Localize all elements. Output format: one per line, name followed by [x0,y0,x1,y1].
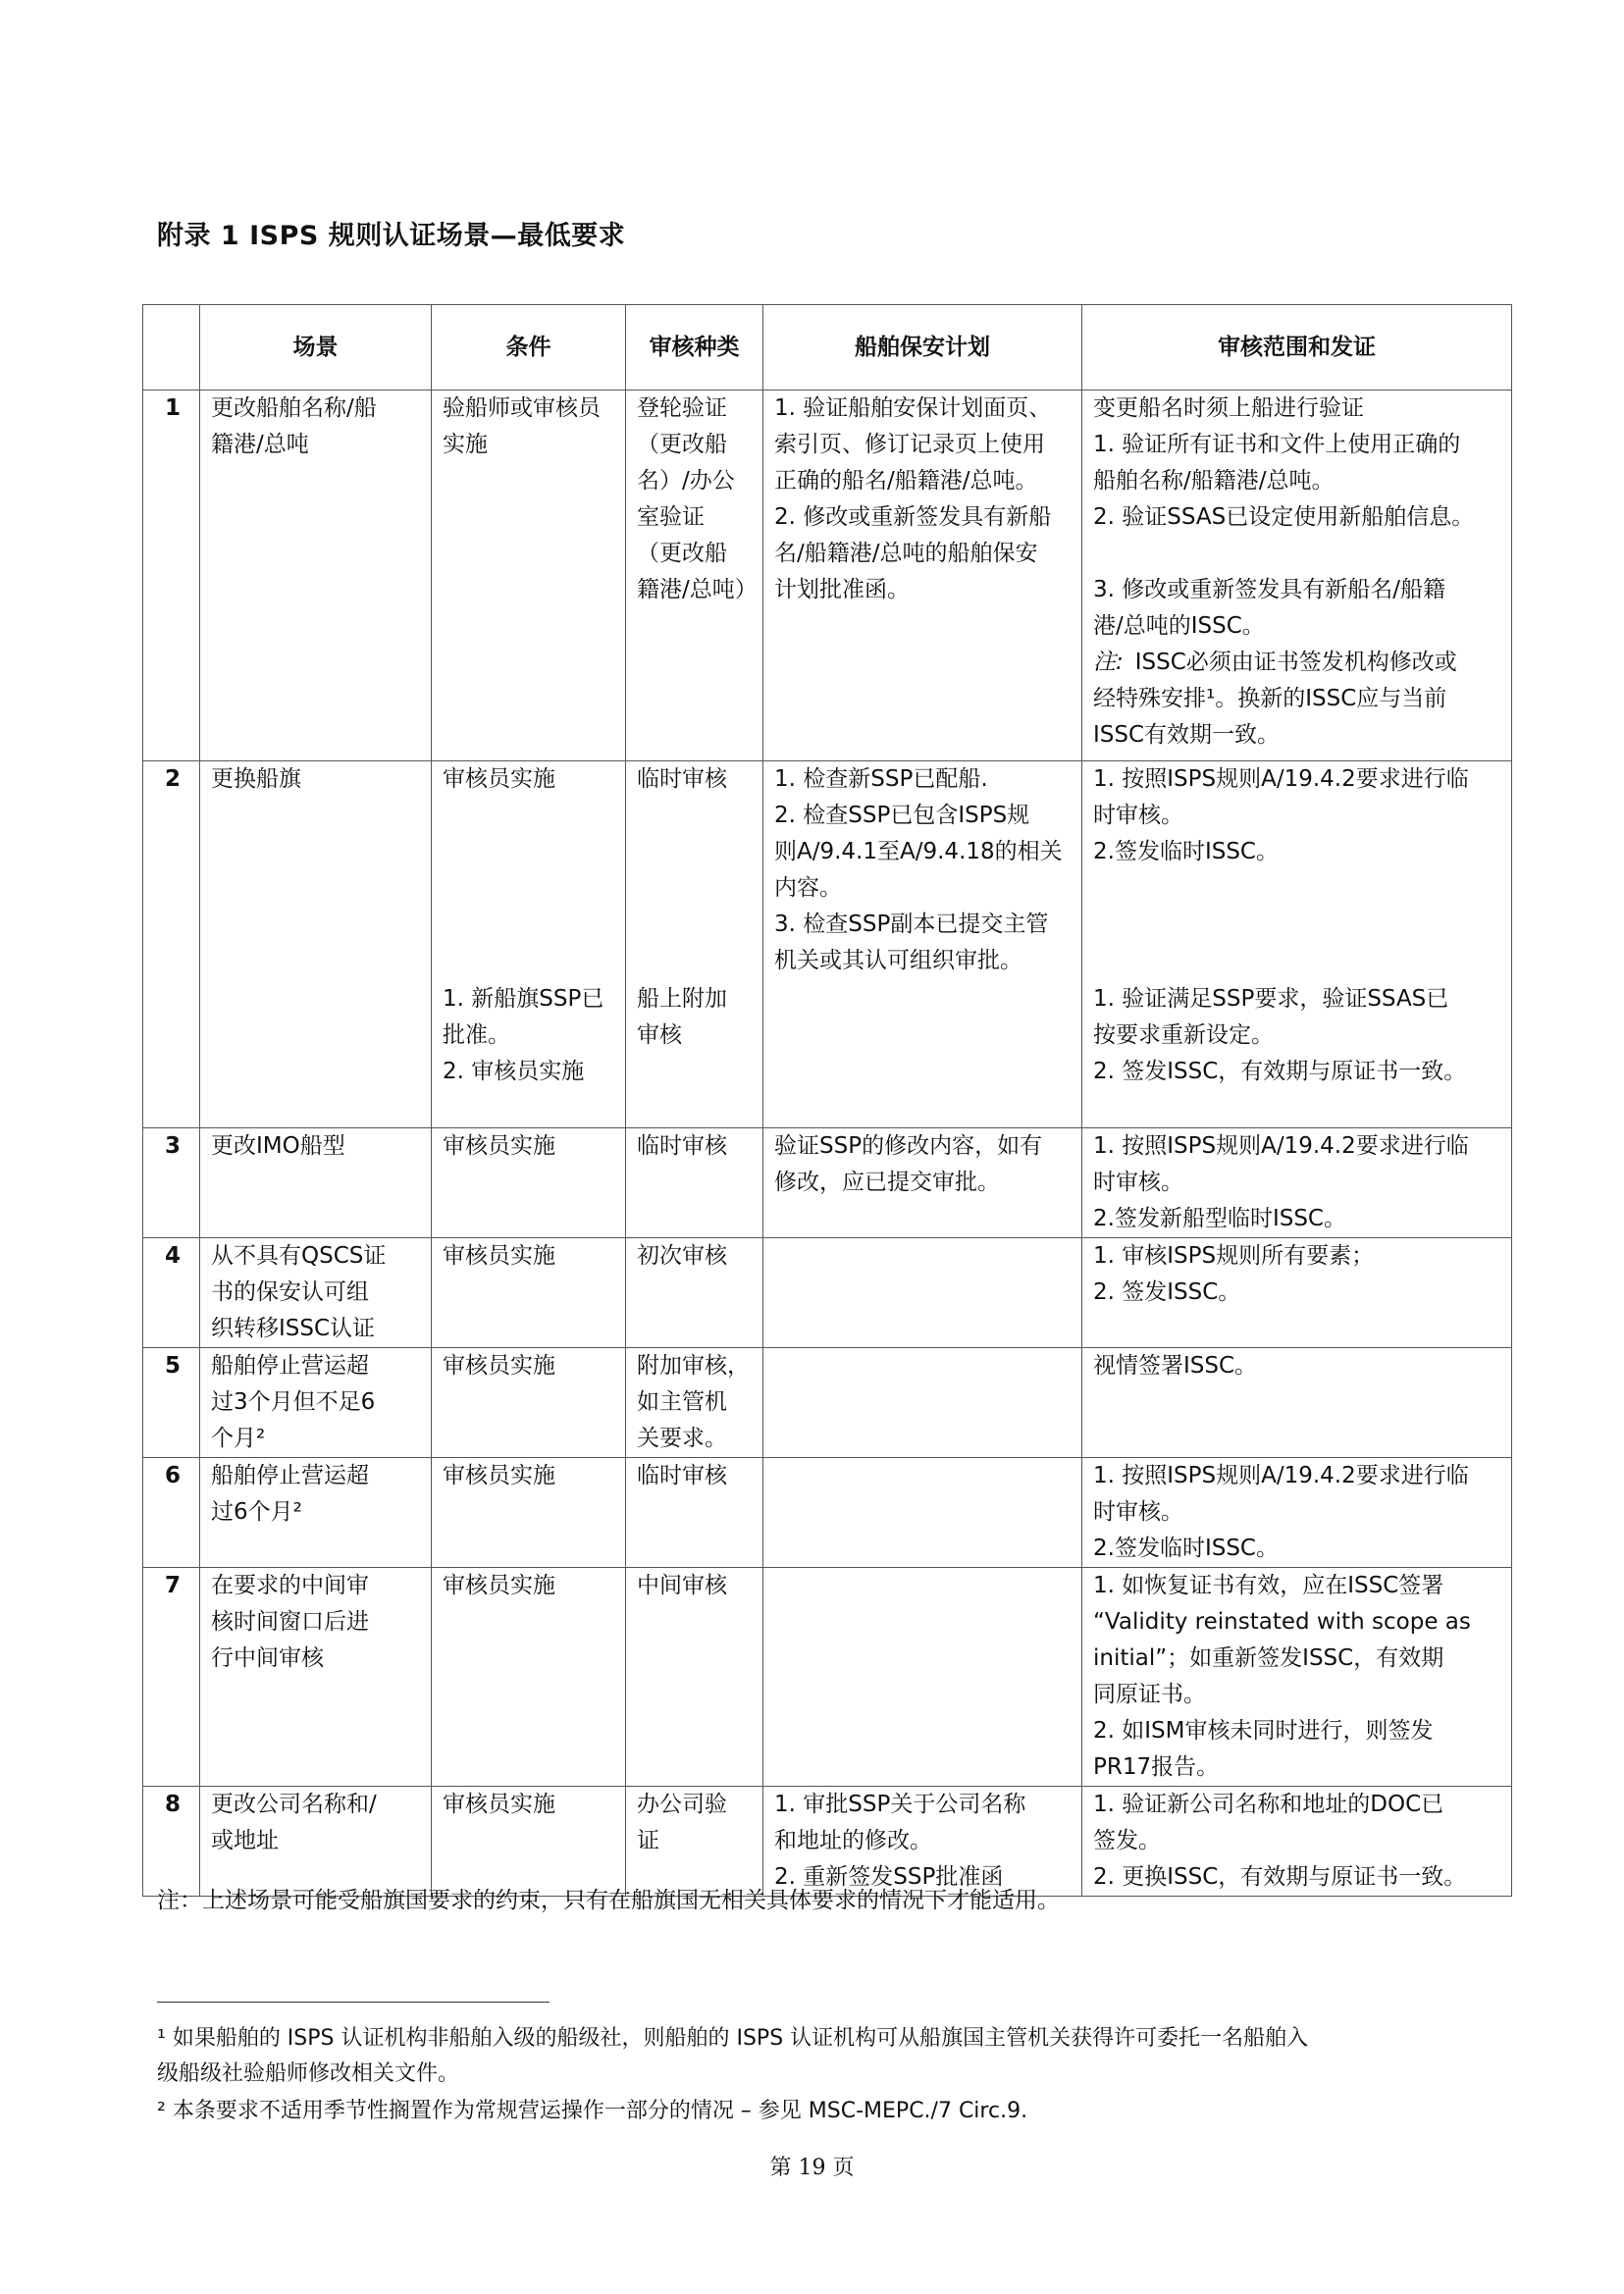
ssp-cell [763,761,1082,981]
scope-note-line [1093,645,1503,681]
table-row [143,761,1512,981]
ssp-cell-line: 2. 修改或重新签发具有新船 [774,504,1052,530]
scope-cell [1082,1128,1512,1238]
ssp-cell [763,981,1082,1128]
ssp-cell-line: 修改，应已提交审批。 [774,1170,1000,1195]
scope-cell-line: 1. 验证所有证书和文件上使用正确的 [1093,432,1461,457]
ssp-cell-line: 2. 重新签发SSP批准函 [774,1864,1004,1890]
scene-cell-line: 更改公司名称和/ [211,1792,377,1817]
condition-cell-line: 批准。 [443,1021,510,1048]
audit-type-cell-line: 附加审核， [637,1353,750,1379]
scope-cell-line: “Validity reinstated with scope as [1093,1609,1471,1635]
audit-type-cell-line: 临时审核 [637,1463,727,1488]
page-number: 第 19 页 [769,2156,855,2180]
scene-cell-line: 更改船舶名称/船 [211,395,377,421]
header-ssp: 船舶保安计划 [763,305,1082,391]
ssp-cell-line: 2. 检查SSP已包含ISPS规 [774,803,1030,828]
page-title: 附录 1 ISPS 规则认证场景—最低要求 [157,221,626,251]
row-number: 7 [143,1568,200,1787]
scene-cell-line: 船舶停止营运超 [211,1353,369,1379]
scope-note-line: ISSC有效期一致。 [1093,722,1281,748]
scope-cell-line: 2. 签发ISSC。 [1093,1279,1241,1305]
condition-cell-line: 审核员实施 [443,766,555,792]
scope-cell-line: 2.签发临时ISSC。 [1093,839,1279,864]
scope-cell [1082,391,1512,761]
header-num [143,305,200,391]
condition-cell-line: 1. 新船旗SSP已 [443,985,604,1012]
condition-cell [432,1238,626,1348]
footnote-divider [157,2002,550,2003]
ssp-cell [763,1128,1082,1238]
audit-type-cell-line: 中间审核 [637,1573,727,1598]
scope-cell-line: 2.签发临时ISSC。 [1093,1536,1279,1561]
audit-type-cell [626,1458,763,1568]
scope-cell-line: 3. 修改或重新签发具有新船名/船籍 [1093,577,1446,602]
note-label: 注: [1093,650,1124,675]
scene-cell-line: 籍港/总吨 [211,432,309,457]
scope-cell-line: 签发。 [1093,1828,1161,1853]
table-row [143,1128,1512,1238]
table-header-row [143,305,1512,391]
audit-type-cell-line: 关要求。 [637,1426,727,1451]
ssp-cell-line: 验证SSP的修改内容，如有 [774,1133,1043,1159]
header-scope: 审核范围和发证 [1082,305,1512,391]
footnote-1-line-2: 级船级社验船师修改相关文件。 [157,2061,460,2086]
scope-cell [1082,761,1512,981]
condition-cell [432,1128,626,1238]
audit-type-cell [626,391,763,761]
scene-cell [200,1787,432,1897]
condition-cell-line: 2. 审核员实施 [443,1058,585,1084]
condition-cell [432,1787,626,1897]
ssp-cell-line: 1. 验证船舶安保计划面页、 [774,395,1052,421]
ssp-cell-line: 名/船籍港/总吨的船舶保安 [774,541,1038,566]
scope-cell-line: 1. 验证新公司名称和地址的DOC已 [1093,1792,1444,1817]
scope-cell-line: 1. 审核ISPS规则所有要素； [1093,1243,1375,1269]
scene-cell [200,1568,432,1787]
condition-cell-line: 审核员实施 [443,1243,555,1269]
scope-cell-line: 变更船名时须上船进行验证 [1093,395,1364,421]
scenario-table [142,304,1512,1897]
scope-cell-line: 船舶名称/船籍港/总吨。 [1093,468,1335,494]
row-number: 4 [143,1238,200,1348]
scene-cell-line: 在要求的中间审 [211,1573,369,1598]
scene-cell-line: 船舶停止营运超 [211,1463,369,1488]
condition-cell-line: 审核员实施 [443,1353,555,1379]
scope-note-line: 经特殊安排¹。换新的ISSC应与当前 [1093,686,1447,711]
scope-cell-line: 1. 验证满足SSP要求，验证SSAS已 [1093,985,1449,1012]
condition-cell [432,391,626,761]
ssp-cell-line: 索引页、修订记录页上使用 [774,432,1045,457]
scope-cell-line: 2. 签发ISSC，有效期与原证书一致。 [1093,1058,1467,1084]
scene-cell-line: 过6个月² [211,1499,302,1525]
table-row [143,1348,1512,1458]
audit-type-cell-line: （更改船 [637,541,727,566]
scene-cell [200,1458,432,1568]
ssp-cell [763,1238,1082,1348]
audit-type-cell-line: 籍港/总吨） [637,577,758,602]
ssp-cell [763,391,1082,761]
scope-cell [1082,1348,1512,1458]
condition-cell [432,1568,626,1787]
condition-cell-line: 审核员实施 [443,1133,555,1159]
scene-cell [200,761,432,1128]
audit-type-cell-line: 名）/办公 [637,468,735,494]
footnote-2: ² 本条要求不适用季节性搁置作为常规营运操作一部分的情况 – 参见 MSC-MEPC./7 Circ.9. [157,2099,1028,2123]
scope-cell [1082,1787,1512,1897]
scene-cell-line: 更换船旗 [211,766,301,792]
ssp-cell-line: 1. 检查新SSP已配船. [774,766,988,792]
scope-cell [1082,981,1512,1128]
scope-cell-line: initial”；如重新签发ISSC，有效期 [1093,1645,1444,1671]
condition-cell [432,761,626,981]
scope-cell-line: 按要求重新设定。 [1093,1021,1274,1048]
ssp-cell [763,1568,1082,1787]
ssp-cell [763,1348,1082,1458]
audit-type-cell-line: 办公司验 [637,1792,727,1817]
scope-cell-line: 2. 如ISM审核未同时进行，则签发 [1093,1718,1434,1744]
scope-cell-line: 1. 如恢复证书有效，应在ISSC签署 [1093,1573,1444,1598]
ssp-cell-line: 和地址的修改。 [774,1828,932,1853]
table-row [143,1458,1512,1568]
scope-cell-line: 1. 按照ISPS规则A/19.4.2要求进行临 [1093,1133,1469,1159]
ssp-cell-line: 1. 审批SSP关于公司名称 [774,1792,1026,1817]
ssp-cell-line: 正确的船名/船籍港/总吨。 [774,468,1038,494]
audit-type-cell-line: （更改船 [637,432,727,457]
condition-cell-line: 审核员实施 [443,1792,555,1817]
scope-cell [1082,1458,1512,1568]
scene-cell-line: 织转移ISSC认证 [211,1316,376,1341]
audit-type-cell-line: 如主管机 [637,1389,727,1415]
row-number: 5 [143,1348,200,1458]
scope-cell [1082,1568,1512,1787]
scope-cell-line: 2.签发新船型临时ISSC。 [1093,1206,1346,1231]
scope-cell-line: 视情签署ISSC。 [1093,1353,1258,1379]
header-audit-type: 审核种类 [626,305,763,391]
row-number: 3 [143,1128,200,1238]
scope-cell-line: 1. 按照ISPS规则A/19.4.2要求进行临 [1093,1463,1469,1488]
scene-cell [200,1238,432,1348]
scope-cell-line: PR17报告。 [1093,1754,1220,1780]
scope-cell-line [1093,536,1503,572]
scene-cell-line: 书的保安认可组 [211,1279,369,1305]
condition-cell [432,1348,626,1458]
header-condition: 条件 [432,305,626,391]
row-number: 6 [143,1458,200,1568]
scope-cell-line: 2. 验证SSAS已设定使用新船舶信息。 [1093,504,1475,530]
ssp-cell [763,1787,1082,1897]
scope-cell-line: 港/总吨的ISSC。 [1093,613,1265,639]
condition-cell-line: 审核员实施 [443,1573,555,1598]
scene-cell-line: 个月² [211,1426,266,1451]
audit-type-cell-line: 登轮验证 [637,395,727,421]
scope-cell-line: 时审核。 [1093,1499,1183,1525]
row-number: 8 [143,1787,200,1897]
audit-type-cell-line: 审核 [637,1021,682,1048]
ssp-cell-line: 3. 检查SSP副本已提交主管 [774,912,1049,937]
scope-cell-line: 时审核。 [1093,1170,1183,1195]
footnote-1-line-1: ¹ 如果船舶的 ISPS 认证机构非船舶入级的船级社，则船舶的 ISPS 认证机构可从船旗国主管机关获得许可委托一名船舶入 [157,2026,1309,2051]
scene-cell-line: 过3个月但不足6 [211,1389,376,1415]
audit-type-cell-line: 临时审核 [637,1133,727,1159]
audit-type-cell-line: 初次审核 [637,1243,727,1269]
audit-type-cell-line: 临时审核 [637,766,727,792]
scope-cell-line: 同原证书。 [1093,1682,1206,1707]
header-scene: 场景 [200,305,432,391]
scope-cell-line: 1. 按照ISPS规则A/19.4.2要求进行临 [1093,766,1469,792]
ssp-cell-line: 内容。 [774,875,842,901]
ssp-cell [763,1458,1082,1568]
table-row [143,1568,1512,1787]
scene-cell [200,391,432,761]
scope-cell [1082,1238,1512,1348]
ssp-cell-line: 则A/9.4.1至A/9.4.18的相关 [774,839,1063,864]
table-row [143,391,1512,761]
audit-type-cell [626,981,763,1128]
audit-type-cell [626,1238,763,1348]
scope-cell-line: 2. 更换ISSC，有效期与原证书一致。 [1093,1864,1467,1890]
scene-cell [200,1348,432,1458]
condition-cell [432,1458,626,1568]
condition-cell-line: 实施 [443,432,488,457]
condition-cell-line: 验船师或审核员 [443,395,601,421]
scene-cell-line: 从不具有QSCS证 [211,1243,387,1269]
scene-cell-line: 更改IMO船型 [211,1133,345,1159]
table-row [143,1238,1512,1348]
row-number: 2 [143,761,200,1128]
table-row [143,1787,1512,1897]
audit-type-cell-line: 船上附加 [637,985,727,1012]
table-note: 注：上述场景可能受船旗国要求的约束，只有在船旗国无相关具体要求的情况下才能适用。 [157,1888,1060,1913]
audit-type-cell [626,761,763,981]
audit-type-cell [626,1128,763,1238]
audit-type-cell-line: 室验证 [637,504,705,530]
ssp-cell-line: 机关或其认可组织审批。 [774,948,1022,973]
condition-cell [432,981,626,1128]
audit-type-cell [626,1787,763,1897]
scene-cell [200,1128,432,1238]
condition-cell-line: 审核员实施 [443,1463,555,1488]
row-number: 1 [143,391,200,761]
scene-cell-line: 行中间审核 [211,1645,324,1671]
ssp-cell-line: 计划批准函。 [774,577,910,602]
scene-cell-line: 或地址 [211,1828,279,1853]
audit-type-cell [626,1568,763,1787]
audit-type-cell-line: 证 [637,1828,659,1853]
audit-type-cell [626,1348,763,1458]
scene-cell-line: 核时间窗口后进 [211,1609,369,1635]
note-text: ISSC必须由证书签发机构修改或 [1134,650,1457,675]
scope-cell-line: 时审核。 [1093,803,1183,828]
